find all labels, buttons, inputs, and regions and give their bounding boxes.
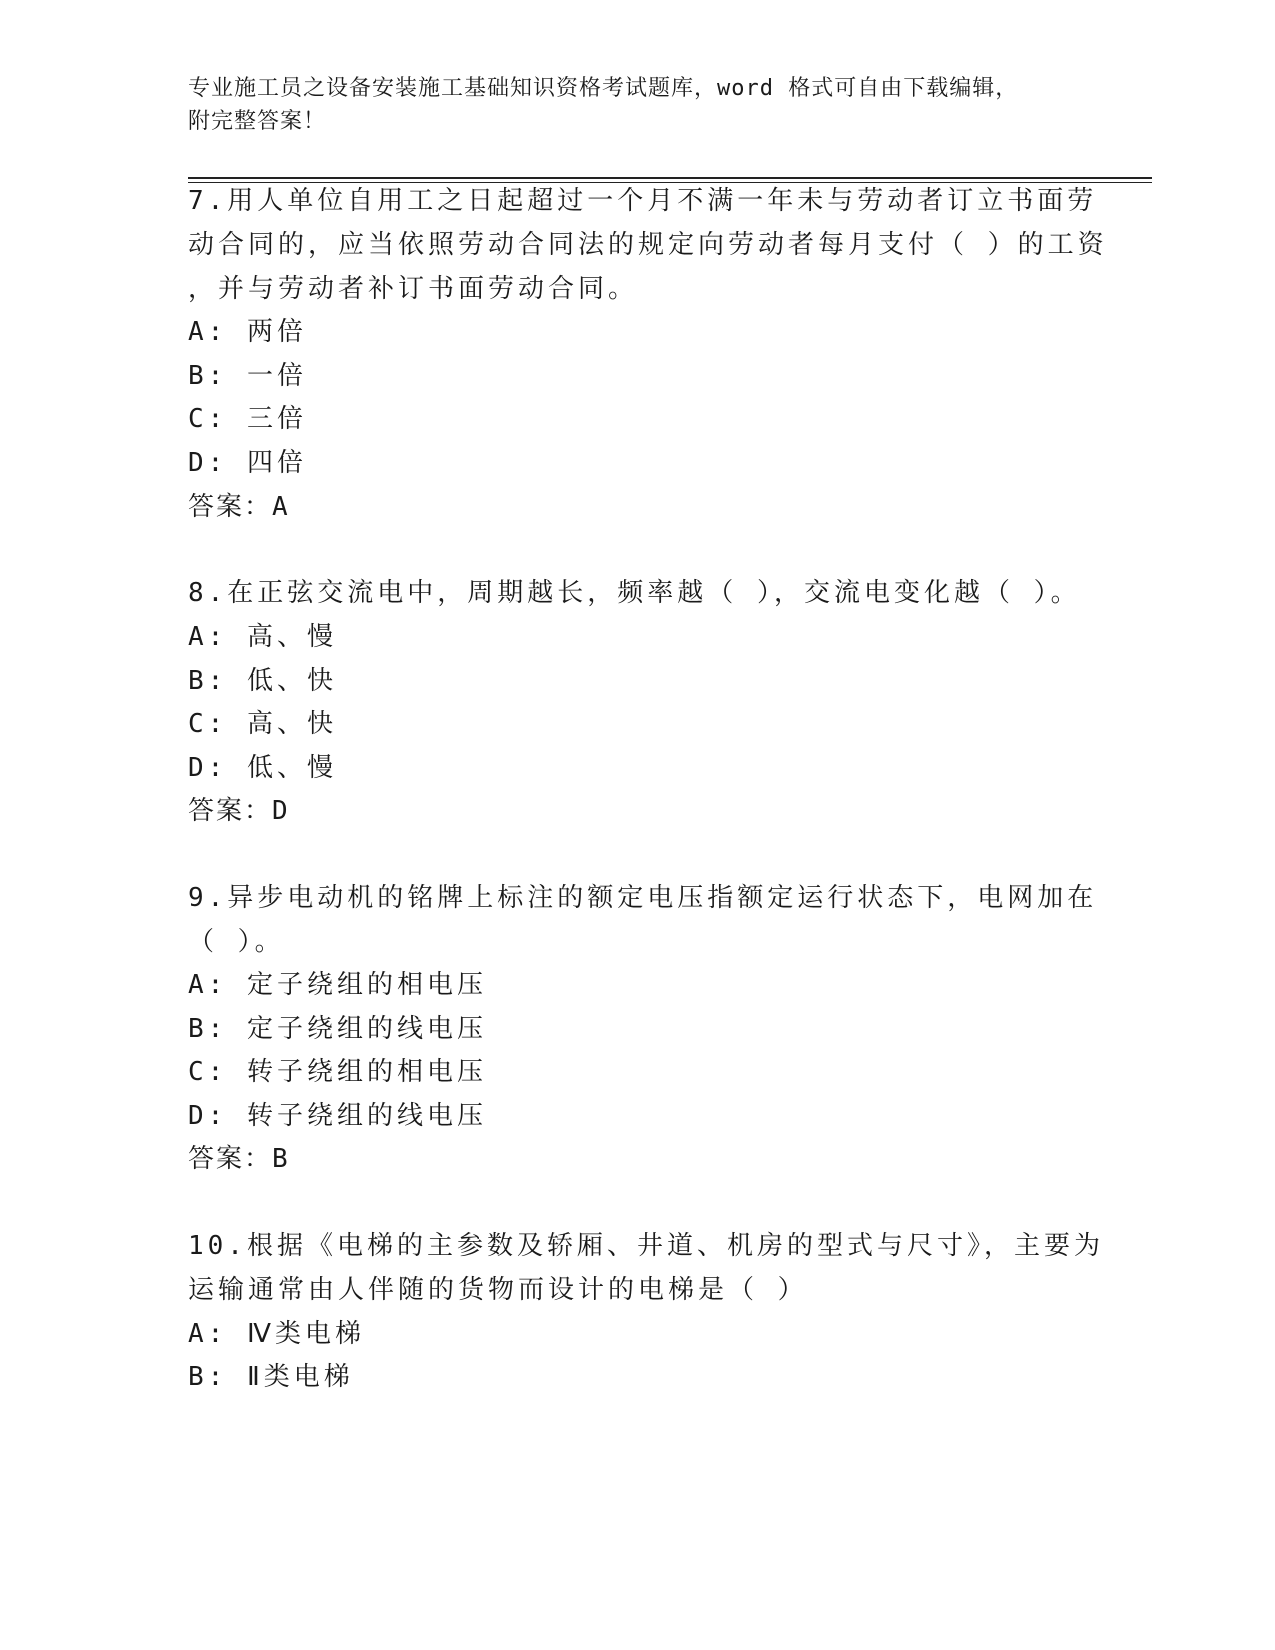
option-b: B: 一倍	[188, 361, 307, 391]
question-stem-line: 8.在正弦交流电中，周期越长，频率越（ ），交流电变化越（ ）。	[188, 578, 1081, 608]
header-divider-thin	[188, 182, 1152, 183]
option-b: B: 定子绕组的线电压	[188, 1014, 487, 1044]
header-divider-thick	[188, 177, 1152, 179]
option-b: B: 低、快	[188, 666, 337, 696]
document-header	[188, 72, 1068, 138]
header-line-2: 附完整答案！	[188, 109, 327, 134]
header-line-1: 专业施工员之设备安装施工基础知识资格考试题库，word 格式可自由下载编辑，	[188, 76, 1019, 101]
question-stem-line: ，并与劳动者补订书面劳动合同。	[188, 274, 639, 304]
option-d: D: 四倍	[188, 448, 307, 478]
option-a: A: 两倍	[188, 317, 307, 347]
answer-text: 答案：D	[188, 796, 290, 826]
question-stem-line: （ ）。	[188, 927, 285, 957]
option-a: A: Ⅳ类电梯	[188, 1319, 365, 1349]
option-a: A: 定子绕组的相电压	[188, 970, 487, 1000]
answer-text: 答案：A	[188, 492, 290, 522]
question-stem-line: 10.根据《电梯的主参数及轿厢、井道、机房的型式与尺寸》，主要为	[188, 1231, 1104, 1261]
option-a: A: 高、慢	[188, 622, 337, 652]
question-stem-line: 运输通常由人伴随的货物而设计的电梯是（ ）	[188, 1275, 808, 1305]
option-c: C: 高、快	[188, 709, 337, 739]
option-c: C: 转子绕组的相电压	[188, 1057, 487, 1087]
option-d: D: 转子绕组的线电压	[188, 1101, 487, 1131]
option-d: D: 低、慢	[188, 753, 337, 783]
question-stem-line: 动合同的，应当依照劳动合同法的规定向劳动者每月支付（ ）的工资	[188, 230, 1108, 260]
option-c: C: 三倍	[188, 404, 307, 434]
answer-text: 答案：B	[188, 1144, 290, 1174]
question-stem-line: 7.用人单位自用工之日起超过一个月不满一年未与劳动者订立书面劳	[188, 186, 1098, 216]
option-b: B: Ⅱ类电梯	[188, 1362, 354, 1392]
question-stem-line: 9.异步电动机的铭牌上标注的额定电压指额定运行状态下，电网加在	[188, 883, 1098, 913]
